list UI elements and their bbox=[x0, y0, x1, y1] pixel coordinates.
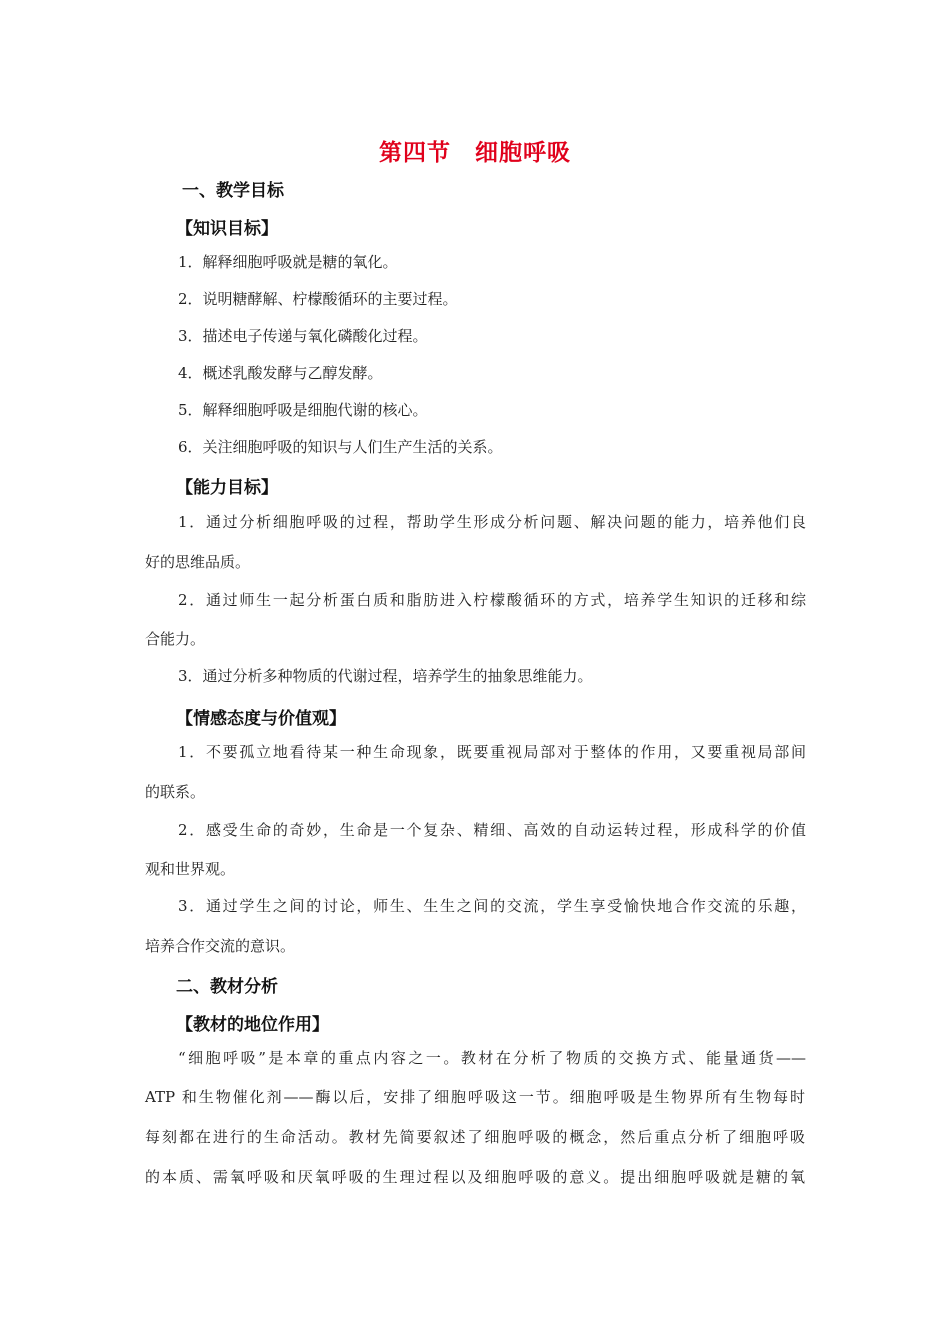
emotion-text-line: 培养合作交流的意识。 bbox=[145, 937, 296, 955]
material-text-line: 每刻都在进行的生命活动。教材先简要叙述了细胞呼吸的概念，然后重点分析了细胞呼吸 bbox=[145, 1128, 805, 1146]
ability-text-line: 1．通过分析细胞呼吸的过程，帮助学生形成分析问题、解决问题的能力，培养他们良 bbox=[178, 513, 806, 531]
knowledge-item: 1．解释细胞呼吸就是糖的氧化。 bbox=[178, 253, 398, 271]
emotion-text-line: 1．不要孤立地看待某一种生命现象，既要重视局部对于整体的作用，又要重视局部间 bbox=[178, 743, 806, 761]
emotion-text-line: 3．通过学生之间的讨论，师生、生生之间的交流，学生享受愉快地合作交流的乐趣， bbox=[178, 897, 806, 915]
material-text-line: “细胞呼吸”是本章的重点内容之一。教材在分析了物质的交换方式、能量通货—— bbox=[178, 1049, 806, 1067]
knowledge-item: 4．概述乳酸发酵与乙醇发酵。 bbox=[178, 364, 383, 382]
knowledge-item: 6．关注细胞呼吸的知识与人们生产生活的关系。 bbox=[178, 438, 503, 456]
knowledge-item: 3．描述电子传递与氧化磷酸化过程。 bbox=[178, 327, 428, 345]
section-heading-material-analysis: 二、教材分析 bbox=[176, 977, 278, 997]
subheading-ability-goals: 【能力目标】 bbox=[176, 478, 278, 498]
subheading-knowledge-goals: 【知识目标】 bbox=[176, 219, 278, 239]
subheading-emotion-values: 【情感态度与价值观】 bbox=[176, 709, 346, 729]
emotion-text-line: 的联系。 bbox=[145, 783, 206, 801]
subheading-material-role: 【教材的地位作用】 bbox=[176, 1015, 329, 1035]
ability-text-line: 合能力。 bbox=[145, 630, 206, 648]
emotion-text-line: 2．感受生命的奇妙，生命是一个复杂、精细、高效的自动运转过程，形成科学的价值 bbox=[178, 821, 806, 839]
ability-text-line: 3．通过分析多种物质的代谢过程，培养学生的抽象思维能力。 bbox=[178, 667, 593, 685]
knowledge-item: 5．解释细胞呼吸是细胞代谢的核心。 bbox=[178, 401, 428, 419]
material-text-line: 的本质、需氧呼吸和厌氧呼吸的生理过程以及细胞呼吸的意义。提出细胞呼吸就是糖的氧 bbox=[145, 1168, 805, 1186]
material-text-line: ATP 和生物催化剂——酶以后，安排了细胞呼吸这一节。细胞呼吸是生物界所有生物每时 bbox=[145, 1088, 805, 1106]
emotion-text-line: 观和世界观。 bbox=[145, 860, 236, 878]
page-title: 第四节 细胞呼吸 bbox=[379, 140, 571, 166]
section-heading-teaching-goals: 一、教学目标 bbox=[182, 181, 284, 201]
ability-text-line: 好的思维品质。 bbox=[145, 553, 251, 571]
knowledge-item: 2．说明糖酵解、柠檬酸循环的主要过程。 bbox=[178, 290, 458, 308]
ability-text-line: 2．通过师生一起分析蛋白质和脂肪进入柠檬酸循环的方式，培养学生知识的迁移和综 bbox=[178, 591, 806, 609]
